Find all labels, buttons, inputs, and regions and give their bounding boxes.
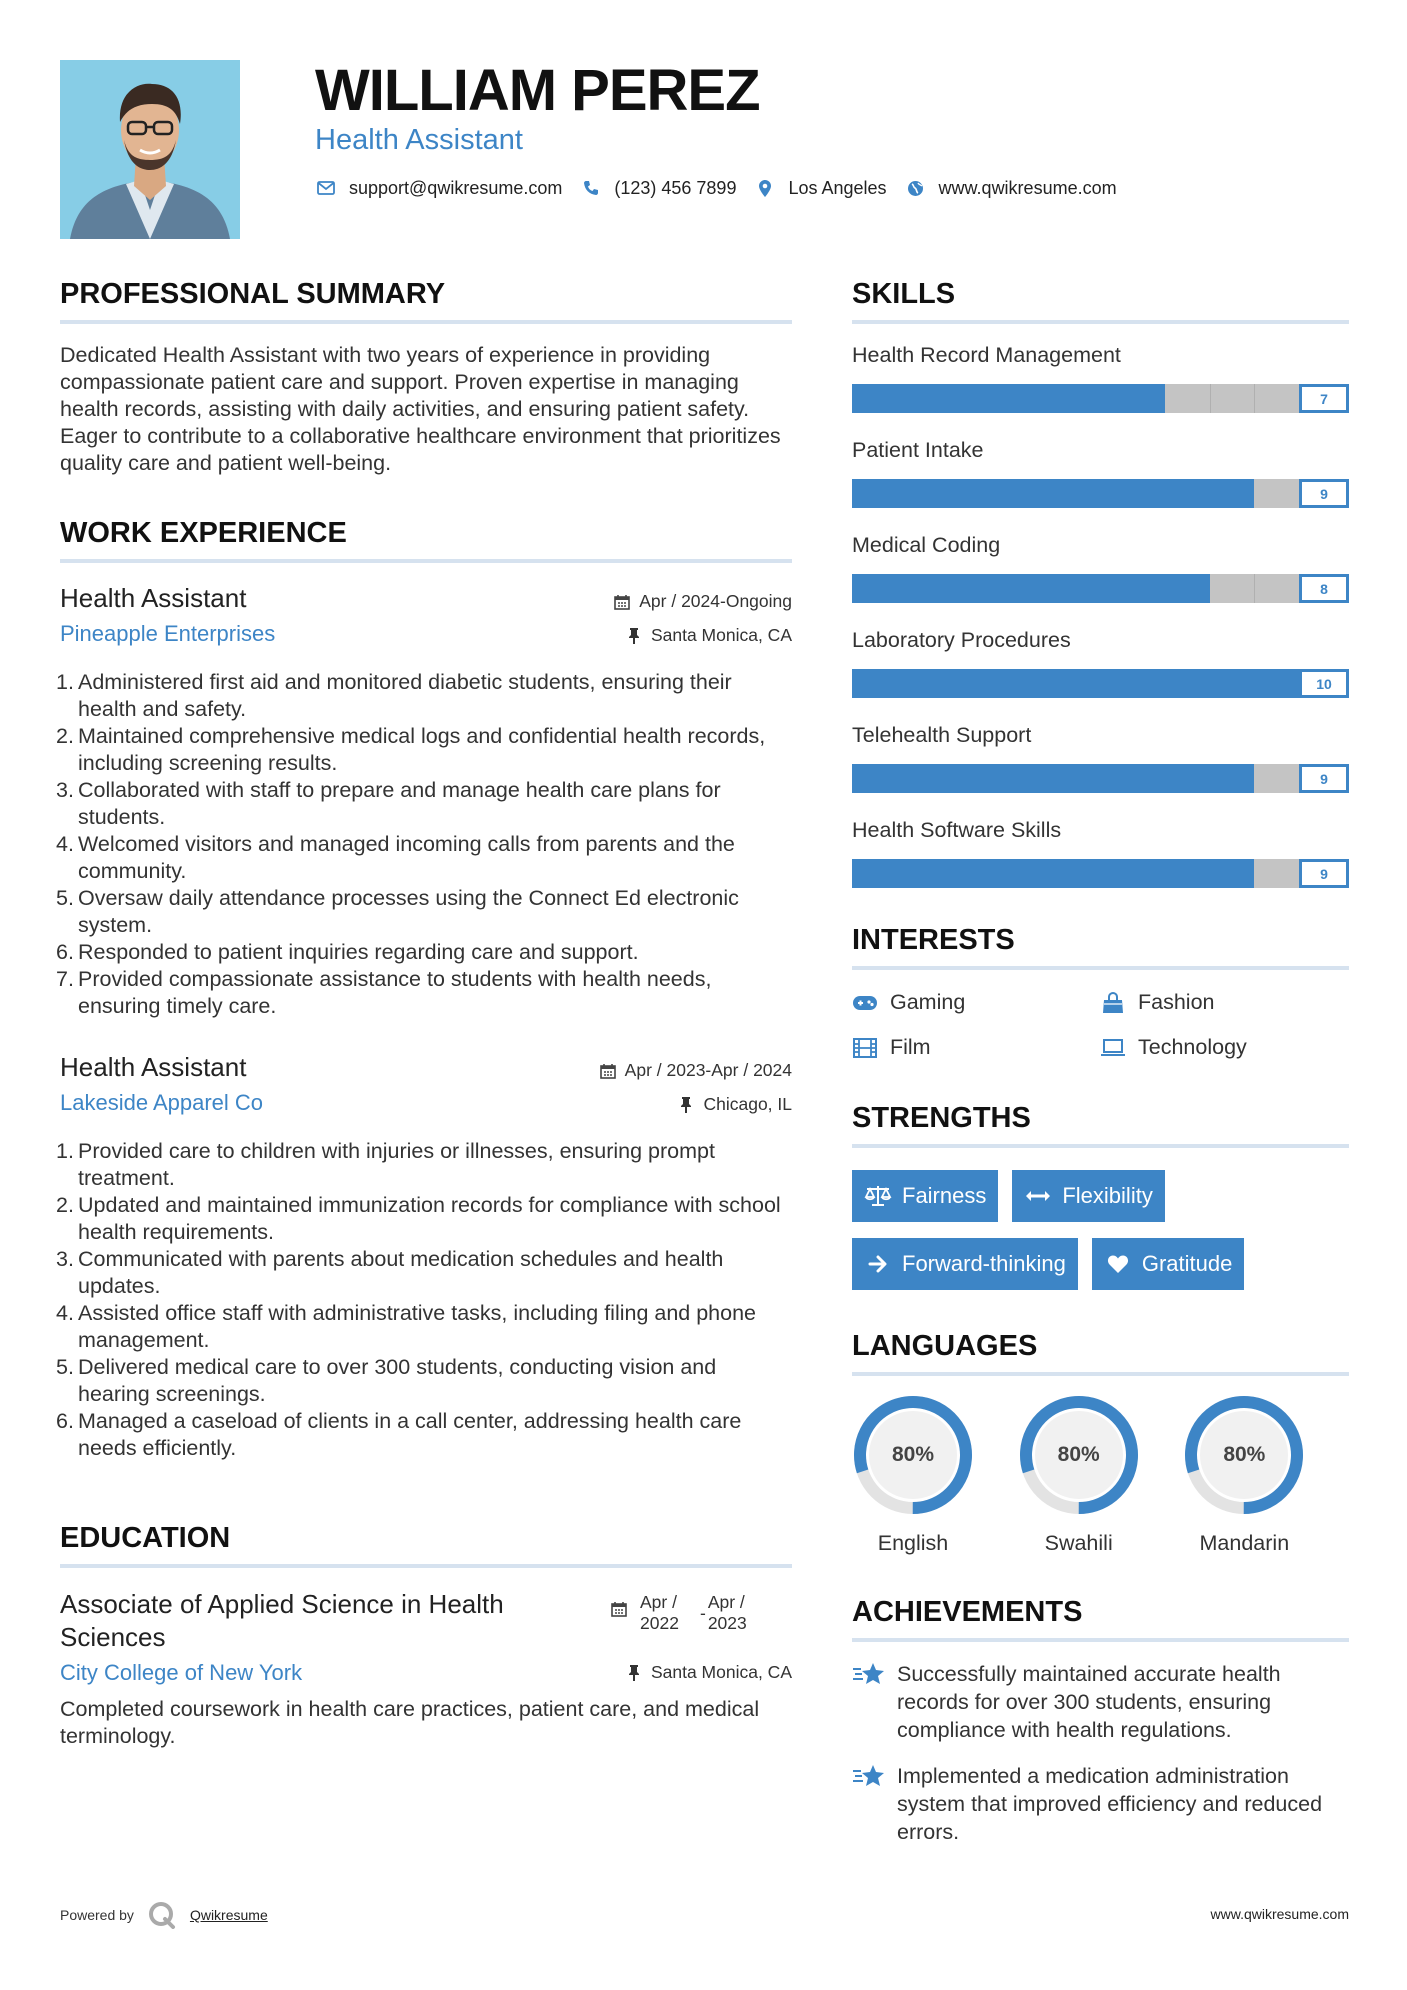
- footer-powered-by: Powered by Qwikresume: [60, 1901, 268, 1929]
- shooting-star-icon: [852, 1660, 886, 1688]
- achievement-item: Successfully maintained accurate health records for over 300 students, ensuring compliance with health regulations.: [852, 1660, 1349, 1744]
- skill-score: 10: [1299, 669, 1349, 698]
- skills-heading: SKILLS: [852, 278, 956, 310]
- language-proficiency-ring: [1018, 1394, 1140, 1516]
- experience-heading: WORK EXPERIENCE: [60, 517, 347, 549]
- list-item: 2. Maintained comprehensive medical logs and confidential health records, including screening results.: [56, 724, 766, 775]
- pushpin-icon: [625, 627, 643, 645]
- skill-score: 8: [1299, 574, 1349, 603]
- contact-bar: [315, 177, 1135, 199]
- job-entry: [56, 1052, 792, 1462]
- envelope-icon: [315, 177, 337, 199]
- skill-segment-divider: [1210, 384, 1211, 413]
- film-icon: [852, 1037, 878, 1059]
- interest-item: Gaming: [852, 990, 1100, 1015]
- language-name: English: [877, 1531, 949, 1555]
- strength-badge: Fairness: [852, 1170, 998, 1222]
- skill-name: Medical Coding: [852, 533, 1001, 557]
- strength-badge: Forward-thinking: [852, 1238, 1078, 1290]
- skill-level-bar: [852, 764, 1349, 793]
- list-item: 2. Updated and maintained immunization records for compliance with school health requirements.: [56, 1193, 781, 1244]
- language-percent: 80%: [1057, 1443, 1100, 1466]
- skill-item: [852, 342, 1349, 413]
- skill-level-fill: [852, 669, 1299, 698]
- list-item: 1. Administered first aid and monitored diabetic students, ensuring their health and safety.: [56, 670, 732, 721]
- list-item: 5. Oversaw daily attendance processes using the Connect Ed electronic system.: [56, 886, 739, 937]
- skill-level-fill: [852, 574, 1210, 603]
- summary-text: Dedicated Health Assistant with two years of experience in providing compassionate patient care and support. Proven expertise in managing health records, assisting with daily activities, and ensuring patient safety. Eager to contribute to a collaborative healthcare environment that prioritizes quality care and patient well-being.: [60, 343, 781, 475]
- gamepad-icon: [852, 992, 878, 1014]
- list-item: 7. Provided compassionate assistance to students with health needs, ensuring timely care.: [56, 967, 712, 1018]
- footer-website[interactable]: www.qwikresume.com: [1210, 1906, 1349, 1922]
- strengths-list: [852, 1170, 1349, 1290]
- skill-item: [852, 532, 1349, 603]
- contact-phone[interactable]: (123) 456 7899: [614, 177, 737, 198]
- job-role: Health Assistant: [60, 583, 247, 613]
- skill-score: 7: [1299, 384, 1349, 413]
- summary-heading: PROFESSIONAL SUMMARY: [60, 278, 446, 310]
- skill-name: Laboratory Procedures: [852, 628, 1071, 652]
- languages-list: [852, 1394, 1349, 1556]
- language-proficiency-ring: [852, 1394, 974, 1516]
- skill-level-fill: [852, 479, 1254, 508]
- education-description: Completed coursework in health care practices, patient care, and medical terminology.: [60, 1697, 760, 1748]
- right-column: [852, 276, 1349, 1846]
- education-location: Santa Monica, CA: [625, 1662, 792, 1683]
- skill-score: 9: [1299, 479, 1349, 508]
- list-item: 4. Assisted office staff with administrative tasks, including filing and phone management.: [56, 1301, 757, 1352]
- skill-level-fill: [852, 859, 1254, 888]
- language-proficiency-ring: [1183, 1394, 1305, 1516]
- list-item: 5. Delivered medical care to over 300 students, conducting vision and hearing screenings.: [56, 1355, 717, 1406]
- education-date: Apr / 2022 - Apr / 2023: [610, 1592, 766, 1634]
- achievements-heading: ACHIEVEMENTS: [852, 1596, 1083, 1628]
- skill-name: Telehealth Support: [852, 723, 1032, 747]
- skill-segment-divider: [1254, 384, 1255, 413]
- contact-website[interactable]: www.qwikresume.com: [938, 177, 1117, 198]
- skill-item: [852, 437, 1349, 508]
- education-degree: Associate of Applied Science in Health Sciences: [60, 1589, 504, 1652]
- language-percent: 80%: [891, 1443, 935, 1466]
- skill-level-fill: [852, 764, 1254, 793]
- section-divider: [60, 559, 792, 563]
- interest-item: Technology: [1100, 1035, 1348, 1060]
- languages-heading: LANGUAGES: [852, 1330, 1038, 1362]
- section-divider: [852, 1372, 1349, 1376]
- skill-item: [852, 722, 1349, 793]
- skill-name: Health Software Skills: [852, 818, 1062, 842]
- job-responsibilities: [56, 1138, 792, 1462]
- strength-badge: Gratitude: [1092, 1238, 1245, 1290]
- job-company: Lakeside Apparel Co: [60, 1090, 264, 1115]
- candidate-name: WILLIAM PEREZ: [315, 58, 760, 123]
- skills-list: [852, 342, 1349, 888]
- qwikresume-logo-icon: [148, 1901, 176, 1929]
- job-company: Pineapple Enterprises: [60, 621, 276, 646]
- candidate-title: Health Assistant: [315, 124, 523, 156]
- phone-icon: [580, 177, 602, 199]
- skill-level-bar: [852, 479, 1349, 508]
- section-divider: [60, 320, 792, 324]
- contact-email[interactable]: support@qwikresume.com: [349, 177, 563, 198]
- education-entry: [60, 1588, 792, 1750]
- job-entry: [56, 583, 792, 1020]
- job-date: Apr / 2023-Apr / 2024: [599, 1060, 792, 1081]
- job-date: Apr / 2024-Ongoing: [613, 591, 792, 612]
- list-item: 3. Communicated with parents about medication schedules and health updates.: [56, 1247, 724, 1298]
- shopping-bag-icon: [1100, 992, 1126, 1014]
- calendar-icon: [599, 1062, 617, 1080]
- achievement-item: Implemented a medication administration system that improved efficiency and reduced errors.: [852, 1762, 1349, 1846]
- skill-level-bar: [852, 384, 1349, 413]
- job-location: Chicago, IL: [677, 1094, 792, 1115]
- interests-list: [852, 990, 1349, 1060]
- list-item: 3. Collaborated with staff to prepare and manage health care plans for students.: [56, 778, 721, 829]
- skill-name: Patient Intake: [852, 438, 984, 462]
- skill-level-fill: [852, 384, 1165, 413]
- job-responsibilities: [56, 669, 792, 1020]
- interest-item: Film: [852, 1035, 1100, 1060]
- section-divider: [852, 1638, 1349, 1642]
- arrows-horizontal-icon: [1024, 1184, 1052, 1208]
- strength-badge: Flexibility: [1012, 1170, 1164, 1222]
- globe-icon: [905, 177, 927, 199]
- section-divider: [60, 1564, 792, 1568]
- list-item: 6. Responded to patient inquiries regarding care and support.: [56, 940, 639, 964]
- calendar-icon: [610, 1600, 628, 1618]
- skill-level-bar: [852, 574, 1349, 603]
- left-column: [56, 276, 792, 1750]
- skill-level-bar: [852, 859, 1349, 888]
- job-role: Health Assistant: [60, 1052, 247, 1082]
- language-percent: 80%: [1223, 1443, 1266, 1466]
- list-item: 1. Provided care to children with injuries or illnesses, ensuring prompt treatment.: [56, 1139, 715, 1190]
- strengths-heading: STRENGTHS: [852, 1102, 1031, 1134]
- section-divider: [852, 966, 1349, 970]
- heart-icon: [1104, 1252, 1132, 1276]
- shooting-star-icon: [852, 1762, 886, 1790]
- profile-photo: [60, 60, 240, 239]
- education-school: City College of New York: [60, 1660, 303, 1685]
- language-name: Mandarin: [1199, 1531, 1290, 1555]
- section-divider: [852, 1144, 1349, 1148]
- map-marker-icon: [754, 177, 776, 199]
- arrow-right-icon: [864, 1252, 892, 1276]
- job-location: Santa Monica, CA: [625, 625, 792, 646]
- language-item: [1018, 1394, 1184, 1556]
- skill-segment-divider: [1254, 574, 1255, 603]
- language-item: [852, 1394, 1018, 1556]
- skill-score: 9: [1299, 859, 1349, 888]
- skill-score: 9: [1299, 764, 1349, 793]
- section-divider: [852, 320, 1349, 324]
- skill-name: Health Record Management: [852, 343, 1121, 367]
- list-item: 6. Managed a caseload of clients in a call center, addressing health care needs efficiently.: [56, 1409, 742, 1460]
- education-heading: EDUCATION: [60, 1522, 231, 1554]
- contact-location: Los Angeles: [788, 177, 887, 198]
- language-item: [1183, 1394, 1349, 1556]
- interests-heading: INTERESTS: [852, 924, 1015, 956]
- pushpin-icon: [625, 1664, 643, 1682]
- pushpin-icon: [677, 1096, 695, 1114]
- laptop-icon: [1100, 1037, 1126, 1059]
- qwikresume-link[interactable]: Qwikresume: [189, 1907, 268, 1923]
- balance-scale-icon: [864, 1184, 892, 1208]
- calendar-icon: [613, 593, 631, 611]
- skill-item: [852, 817, 1349, 888]
- interest-item: Fashion: [1100, 990, 1348, 1015]
- list-item: 4. Welcomed visitors and managed incoming calls from parents and the community.: [56, 832, 735, 883]
- skill-level-bar: [852, 669, 1349, 698]
- language-name: Swahili: [1044, 1531, 1113, 1555]
- skill-item: [852, 627, 1349, 698]
